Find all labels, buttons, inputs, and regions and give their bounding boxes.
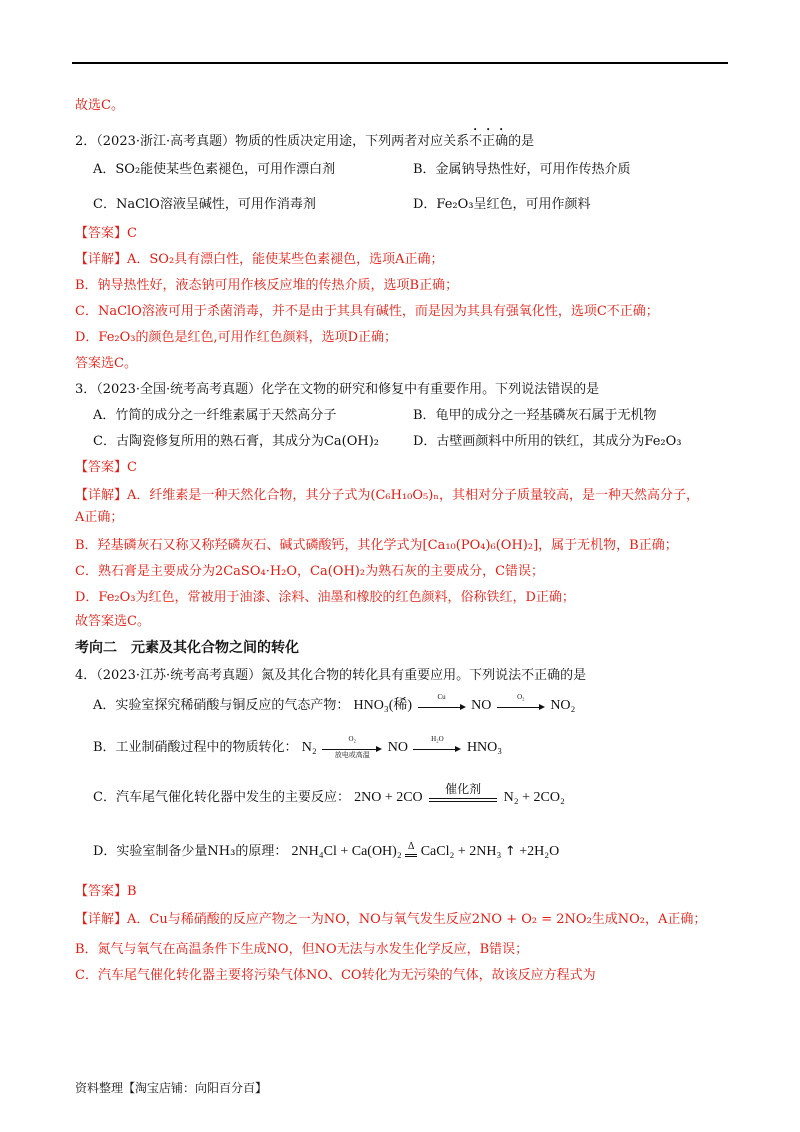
q3-explain-4: D．Fe₂O₃为红色，常被用于油漆、涂料、油墨和橡胶的红色颜料，俗称铁红，D正确； xyxy=(75,590,575,605)
formula-a xyxy=(353,692,576,713)
q4-option-c-text: C．汽车尾气催化转化器中发生的主要反应： xyxy=(93,790,350,805)
q3-explain-1b: A正确； xyxy=(75,510,124,525)
fc-products: N₂ + 2CO₂ xyxy=(503,790,565,805)
q4-explain-3: C．汽车尾气催化转化器主要将污染气体NO、CO转化为无污染的气体，故该反应方程式为 xyxy=(75,968,596,983)
q4-explain-1: 【详解】A．Cu与稀硝酸的反应产物之一为NO，NO与氧气发生反应2NO + O₂ = 2NO₂生成NO₂，A正确； xyxy=(75,912,707,927)
fb-arrow-1-label: O₂ xyxy=(348,734,356,743)
fb-product: HNO₃ xyxy=(466,740,503,755)
q4-explain-2: B．氮气与氧气在高温条件下生成NO，但NO无法与水发生化学反应，B错误； xyxy=(75,942,529,957)
q2-stem xyxy=(75,126,534,150)
q2-explain-3: C．NaClO溶液可用于杀菌消毒，并不是由于其具有碱性，而是因为其具有强氧化性，选项C不正确； xyxy=(75,304,659,319)
q3-option-b: B．龟甲的成分之一羟基磷灰石属于无机物 xyxy=(413,408,657,423)
q3-explain-1: 【详解】A．纤维素是一种天然化合物，其分子式为(C₆H₁₀O₅)ₙ，其相对分子质量较高，是一种天然高分子， xyxy=(75,488,699,503)
fb-arrow-2-label: H₂O xyxy=(431,734,444,743)
q2-option-d: D．Fe₂O₃呈红色，可用作颜料 xyxy=(413,197,591,212)
q4-option-a xyxy=(93,692,576,714)
fb-intermediate: NO xyxy=(387,740,408,755)
formula-d xyxy=(291,840,560,859)
fd-products: CaCl₂ + 2NH₃ xyxy=(420,844,502,859)
q2-answer: 【答案】C xyxy=(75,226,137,241)
q2-option-c: C．NaClO溶液呈碱性，可用作消毒剂 xyxy=(93,197,316,212)
q4-stem: 4．（2023·江苏·统考高考真题）氮及其化合物的转化具有重要应用。下列说法不正确的是 xyxy=(75,668,587,683)
q2-stem-post: 的是 xyxy=(508,134,535,149)
fa-arrow-2 xyxy=(497,692,545,713)
q4-answer: 【答案】B xyxy=(75,884,137,899)
q3-option-a: A．竹简的成分之一纤维素属于天然高分子 xyxy=(93,408,337,423)
fa-arrow-1 xyxy=(418,692,466,713)
q4-option-b xyxy=(93,734,503,759)
page-footer: 资料整理【淘宝店铺：向阳百分百】 xyxy=(75,1081,268,1095)
fd-tail: +2H₂O xyxy=(519,844,560,859)
q4-option-b-text: B．工业制硝酸过程中的物质转化： xyxy=(93,740,298,755)
fa-arrow-1-label: Cu xyxy=(437,692,446,701)
fc-catalyst-label: 催化剂 xyxy=(445,781,482,796)
q4-option-a-text: A．实验室探究稀硝酸与铜反应的气态产物： xyxy=(93,698,350,713)
q4-option-d xyxy=(93,840,560,860)
fb-arrow-2 xyxy=(413,734,461,755)
fb-arrow-1 xyxy=(322,734,382,759)
gas-up-arrow-icon: ↑ xyxy=(504,844,516,859)
q2-stem-emph: 不正确 xyxy=(469,134,509,149)
formula-c xyxy=(354,781,565,805)
fa-arrow-2-label: O₂ xyxy=(517,692,525,701)
q2-explain-4: D．Fe₂O₃的颜色是红色,可用作红色颜料，选项D正确； xyxy=(75,330,398,345)
q2-explain-2: B．钠导热性好，液态钠可用作核反应堆的传热介质，选项B正确； xyxy=(75,278,459,293)
fa-reactant: HNO₃(稀) xyxy=(353,698,413,713)
fd-reactants: 2NH₄Cl + Ca(OH)₂ xyxy=(291,844,402,859)
conclusion-q1: 故选C。 xyxy=(75,98,124,113)
q2-option-b: B．金属钠导热性好，可用作传热介质 xyxy=(413,162,631,177)
fc-equals-sign xyxy=(429,781,497,805)
q3-answer: 【答案】C xyxy=(75,460,137,475)
fb-reactant: N₂ xyxy=(301,740,317,755)
q3-stem: 3．（2023·全国·统考高考真题）化学在文物的研究和修复中有重要作用。下列说法错误的是 xyxy=(75,382,600,397)
fb-arrow-1-condition: 放电或高温 xyxy=(334,750,370,759)
fd-delta-label: Δ xyxy=(407,840,415,852)
q3-explain-5: 故答案选C。 xyxy=(75,614,150,629)
section-heading: 考向二 元素及其化合物之间的转化 xyxy=(75,640,299,656)
q4-option-d-text: D．实验室制备少量NH₃的原理： xyxy=(93,844,288,859)
q2-explain-5: 答案选C。 xyxy=(75,356,137,371)
header-rule xyxy=(72,62,728,64)
fa-product: NO₂ xyxy=(550,698,576,713)
fa-intermediate: NO xyxy=(471,698,492,713)
q3-option-c: C．古陶瓷修复所用的熟石膏，其成分为Ca(OH)₂ xyxy=(93,434,379,449)
fc-reactants: 2NO + 2CO xyxy=(354,790,423,805)
fd-heat-sign xyxy=(405,840,417,859)
q3-explain-2: B．羟基磷灰石又称又称羟磷灰石、碱式磷酸钙，其化学式为[Ca₁₀(PO₄)₆(OH)₂]，属于无机物，B正确； xyxy=(75,538,678,553)
q2-option-a: A．SO₂能使某些色素褪色，可用作漂白剂 xyxy=(93,162,336,177)
q3-explain-3: C．熟石膏是主要成分为2CaSO₄·H₂O，Ca(OH)₂为熟石灰的主要成分，C错误； xyxy=(75,564,545,579)
q2-stem-pre: 2．（2023·浙江·高考真题）物质的性质决定用途，下列两者对应关系 xyxy=(75,134,470,149)
q2-explain-1: 【详解】A．SO₂具有漂白性，能使某些色素褪色，选项A正确； xyxy=(75,252,444,267)
q4-option-c xyxy=(93,781,565,806)
q3-option-d: D．古壁画颜料中所用的铁红，其成分为Fe₂O₃ xyxy=(413,434,682,449)
formula-b xyxy=(301,734,503,759)
